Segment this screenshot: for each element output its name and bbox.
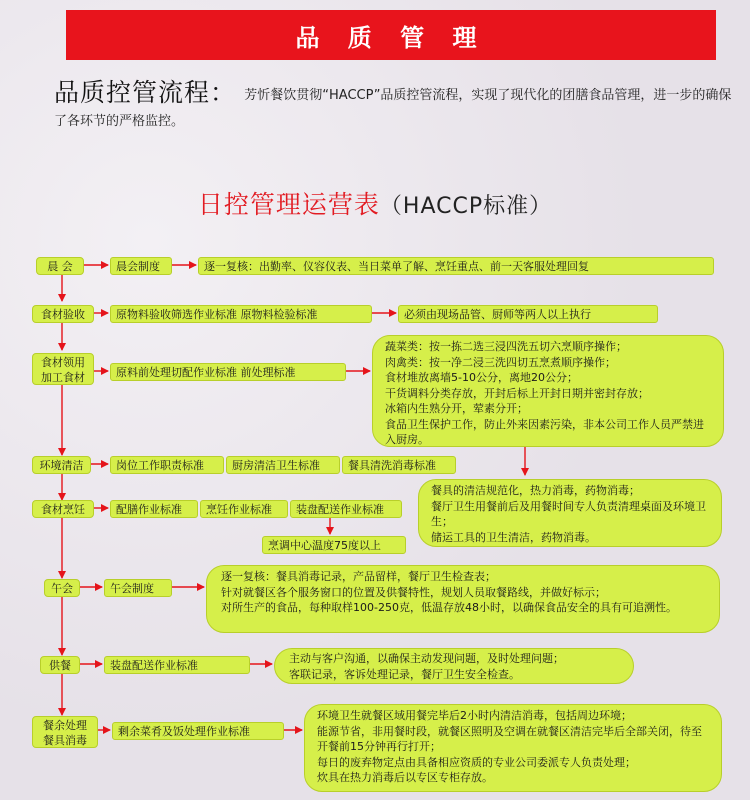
cell-text: 剩余菜肴及饭处理作业标准 [118,725,250,738]
noon-meeting-bubble [206,565,720,633]
bubble-line: 蔬菜类：按一拣二选三浸四洗五切六烹顺序操作； [385,340,627,353]
cell-text: 原物料验收筛选作业标准 原物料检验标准 [116,308,318,321]
step-label: 供餐 [49,659,71,672]
step-label: 午会 [51,582,73,595]
bubble-line: 客联记录，客诉处理记录，餐厅卫生安全检查。 [289,667,520,681]
intro-text: 芳忻餐饮贯彻“HACCP”品质控管流程，实现了现代化的团膳食品管理，进一步的确保了各环节的严格监控。 [54,88,732,129]
banner-title: 品 质 管 理 [295,23,487,52]
cell-text: 装盘配送作业标准 [110,659,198,672]
meal-prep-standard [110,500,198,518]
cell-text: 餐具清洗消毒标准 [348,459,436,472]
bubble-line: 对所生产的食品，每种取样100-250克，低温存放48小时，以确保食品安全的具有可追溯性。 [221,601,677,614]
step-meal-service [40,656,80,674]
core-temperature-note [262,536,406,554]
cell-text: 晨会制度 [116,260,160,273]
bubble-line: 针对就餐区各个服务窗口的位置及供餐特性，规划人员取餐路线，并做好标示； [221,585,606,599]
step-environment-cleaning [32,456,91,474]
cell-text: 逐一复核：出勤率、仪容仪表、当日菜单了解、烹饪重点、前一天客服处理回复 [204,260,589,273]
processing-details-bubble [372,335,724,447]
cell-text: 午会制度 [110,582,154,595]
cleaning-details-bubble [418,479,722,547]
step-morning-meeting [36,257,84,275]
bubble-line: 能源节省，非用餐时段，就餐区照明及空调在就餐区清洁完毕后全部关闭，待至开餐前15分钟再行打开； [317,724,702,753]
bubble-line: 主动与客户沟通，以确保主动发现问题，及时处理问题； [289,652,564,665]
step-label: 食材验收 [41,308,85,321]
intro-lead: 品质控管流程： [54,78,237,107]
bubble-line: 环境卫生就餐区域用餐完毕后2小时内清洁消毒，包括周边环境； [317,709,632,722]
bubble-line: 肉禽类：按一净二浸三洗四切五烹煮顺序操作； [385,355,616,369]
kitchen-hygiene-standard [226,456,340,474]
noon-meeting-system [104,579,172,597]
morning-meeting-review [198,257,714,275]
step-leftover-disinfection [32,716,98,748]
step-label: 环境清洁 [39,459,84,472]
bubble-line: 餐具的清洁规范化，热力消毒，药物消毒； [431,484,640,497]
leftover-handling-standard [112,722,284,740]
cell-text: 原料前处理切配作业标准 前处理标准 [116,366,296,379]
cell-text: 烹饪作业标准 [206,503,272,516]
cell-text: 必须由现场品管、厨师等两人以上执行 [404,308,591,321]
bubble-line: 冰箱内生熟分开，荤素分开； [385,402,528,415]
plating-delivery-standard [290,500,402,518]
step-label: 食材烹饪 [41,503,85,516]
service-plating-standard [104,656,250,674]
step-food-acceptance [32,305,94,323]
tableware-disinfection-standard [342,456,456,474]
leftover-bubble [304,704,722,792]
bubble-line: 炊具在热力消毒后以专区专柜存放。 [317,771,493,784]
bubble-line: 干货调料分类存放，开封后标上开封日期并密封存放； [385,386,649,400]
morning-meeting-system [110,257,172,275]
bubble-line: 食材堆放离墙5-10公分，离地20公分； [385,371,578,384]
processing-standards [110,363,346,381]
bubble-line: 储运工具的卫生清洁，药物消毒。 [431,530,596,544]
step-label: 晨 会 [47,260,73,273]
service-bubble [274,648,634,684]
cell-text: 配膳作业标准 [116,503,182,516]
acceptance-standards [110,305,372,323]
bubble-line: 逐一复核：餐具消毒记录，产品留样，餐厅卫生检查表； [221,570,496,583]
step-label-line1: 食材领用 [41,356,85,369]
post-duty-standard [110,456,224,474]
step-food-processing [32,353,94,385]
bubble-line: 餐厅卫生用餐前后及用餐时间专人负责清理桌面及环境卫生； [431,499,706,528]
acceptance-requirement [398,305,658,323]
step-label-line2: 餐具消毒 [43,734,87,747]
step-noon-meeting [44,579,80,597]
bubble-line: 食品卫生保护工作，防止外来因素污染，非本公司工作人员严禁进入厨房。 [385,417,704,446]
step-label-line1: 餐余处理 [43,719,87,732]
table-title-main: 日控管理运营表 [197,190,380,219]
cell-text: 岗位工作职责标准 [116,459,204,472]
bubble-line: 每日的废弃物定点由具备相应资质的专业公司委派专人负责处理； [317,755,636,769]
step-cooking [32,500,94,518]
cooking-standard [200,500,288,518]
step-label-line2: 加工食材 [41,371,85,384]
table-title-paren: （HACCP标准） [379,194,553,219]
cell-text: 烹调中心温度75度以上 [268,539,381,552]
cell-text: 装盘配送作业标准 [296,503,384,516]
cell-text: 厨房清洁卫生标准 [232,459,320,472]
